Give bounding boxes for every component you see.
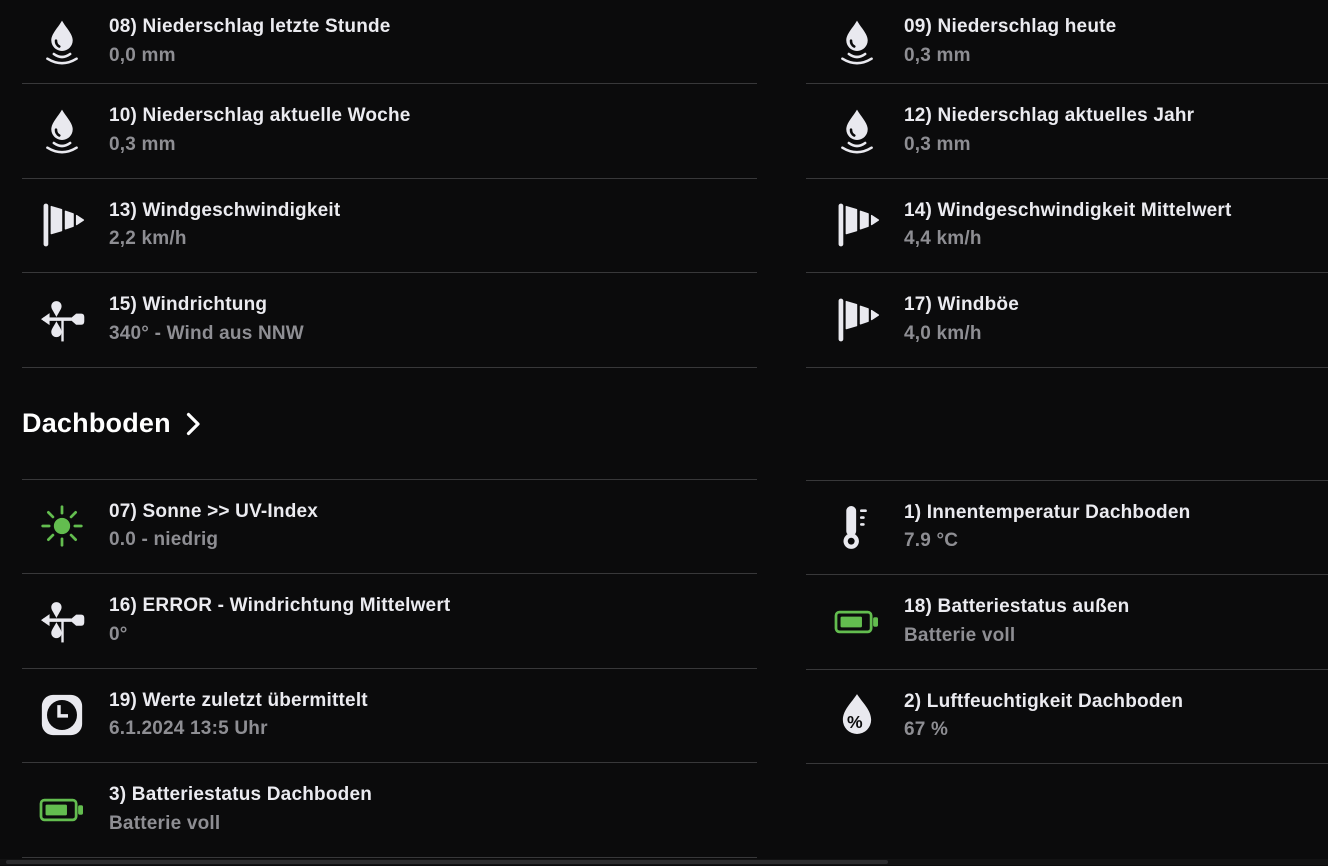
sensor-row[interactable] bbox=[806, 0, 1328, 84]
sensor-title: 2) Luftfeuchtigkeit Dachboden bbox=[904, 690, 1184, 712]
sensor-row[interactable] bbox=[22, 574, 757, 669]
left-column bbox=[22, 0, 757, 858]
sensor-texts bbox=[904, 104, 1194, 157]
sensor-row[interactable] bbox=[806, 179, 1328, 274]
sensor-texts bbox=[904, 293, 1019, 346]
sensor-value: 67 % bbox=[904, 719, 949, 741]
sensor-title: 3) Batteriestatus Dachboden bbox=[109, 784, 373, 806]
left-top-rows bbox=[22, 0, 757, 368]
sensor-title: 12) Niederschlag aktuelles Jahr bbox=[904, 105, 1195, 127]
sensor-row[interactable] bbox=[806, 84, 1328, 179]
sensor-texts bbox=[904, 595, 1129, 648]
chevron-right-icon bbox=[186, 412, 201, 436]
sensor-title: 14) Windgeschwindigkeit Mittelwert bbox=[904, 199, 1232, 221]
sensor-title: 09) Niederschlag heute bbox=[904, 15, 1117, 37]
sensor-value: 4,0 km/h bbox=[904, 322, 982, 344]
sensor-value: 0° bbox=[109, 623, 128, 645]
right-top-rows bbox=[806, 0, 1328, 368]
sensor-title: 13) Windgeschwindigkeit bbox=[109, 199, 341, 221]
column-gap-spacer bbox=[806, 368, 1328, 481]
sensor-texts bbox=[109, 689, 368, 742]
sensor-value: 0,3 mm bbox=[109, 133, 176, 155]
sensor-title: 19) Werte zuletzt übermittelt bbox=[109, 689, 368, 711]
sensor-value: 7.9 °C bbox=[904, 530, 959, 552]
sensor-texts bbox=[109, 293, 304, 346]
sensor-title: 17) Windböe bbox=[904, 294, 1019, 316]
right-bottom-rows bbox=[806, 481, 1328, 765]
battery-icon bbox=[38, 786, 86, 834]
sensor-texts bbox=[904, 15, 1116, 68]
sensor-texts bbox=[109, 104, 411, 157]
sensor-texts bbox=[904, 690, 1183, 743]
sensor-row[interactable] bbox=[806, 481, 1328, 576]
sensor-texts bbox=[109, 15, 391, 68]
sensor-texts bbox=[904, 199, 1232, 252]
sensor-texts bbox=[109, 594, 450, 647]
sensor-title: 1) Innentemperatur Dachboden bbox=[904, 501, 1191, 523]
sensor-value: 0,3 mm bbox=[904, 44, 971, 66]
rain-icon bbox=[833, 107, 881, 155]
rain-icon bbox=[38, 107, 86, 155]
sensor-title: 07) Sonne >> UV-Index bbox=[109, 500, 319, 522]
sensor-value: 6.1.2024 13:5 Uhr bbox=[109, 718, 268, 740]
sensor-title: 15) Windrichtung bbox=[109, 294, 268, 316]
thermometer-icon bbox=[833, 503, 881, 551]
battery-icon bbox=[833, 598, 881, 646]
sensor-value: 340° - Wind aus NNW bbox=[109, 322, 304, 344]
sensor-row[interactable] bbox=[806, 670, 1328, 765]
section-header-dachboden[interactable] bbox=[22, 368, 757, 480]
sensor-value: 0.0 - niedrig bbox=[109, 529, 219, 551]
windsock-icon bbox=[833, 201, 881, 249]
rain-icon bbox=[38, 18, 86, 66]
sensor-value: Batterie voll bbox=[109, 812, 221, 834]
sensor-value: Batterie voll bbox=[904, 624, 1016, 646]
sensor-value: 0,0 mm bbox=[109, 44, 176, 66]
wind-vane-icon bbox=[38, 597, 86, 645]
sensor-row[interactable] bbox=[22, 84, 757, 179]
windsock-icon bbox=[38, 201, 86, 249]
rain-icon bbox=[833, 18, 881, 66]
horizontal-scrollbar[interactable] bbox=[0, 859, 1328, 865]
left-bottom-rows bbox=[22, 480, 757, 858]
sensor-row[interactable] bbox=[22, 669, 757, 764]
sensor-row[interactable] bbox=[22, 0, 757, 84]
sun-icon bbox=[38, 502, 86, 550]
sensor-row[interactable] bbox=[22, 763, 757, 858]
humidity-icon bbox=[833, 692, 881, 740]
clock-icon bbox=[38, 691, 86, 739]
sensor-title: 08) Niederschlag letzte Stunde bbox=[109, 15, 391, 37]
sensor-texts bbox=[109, 500, 318, 553]
sensor-value: 4,4 km/h bbox=[904, 228, 982, 250]
sensor-texts bbox=[109, 199, 340, 252]
sensor-texts bbox=[904, 501, 1190, 554]
sensor-texts bbox=[109, 783, 372, 836]
sensor-row[interactable] bbox=[22, 179, 757, 274]
sensor-row[interactable] bbox=[806, 273, 1328, 368]
sensor-row[interactable] bbox=[806, 575, 1328, 670]
sensor-title: 16) ERROR - Windrichtung Mittelwert bbox=[109, 595, 451, 617]
sensor-value: 0,3 mm bbox=[904, 133, 971, 155]
wind-vane-icon bbox=[38, 296, 86, 344]
sensor-title: 18) Batteriestatus außen bbox=[904, 596, 1130, 618]
right-column bbox=[806, 0, 1328, 764]
sensor-row[interactable] bbox=[22, 480, 757, 575]
section-title: Dachboden bbox=[22, 407, 171, 438]
windsock-icon bbox=[833, 296, 881, 344]
horizontal-scrollbar-thumb[interactable] bbox=[6, 860, 888, 864]
sensor-title: 10) Niederschlag aktuelle Woche bbox=[109, 105, 411, 127]
sensor-value: 2,2 km/h bbox=[109, 228, 187, 250]
sensor-row[interactable] bbox=[22, 273, 757, 368]
